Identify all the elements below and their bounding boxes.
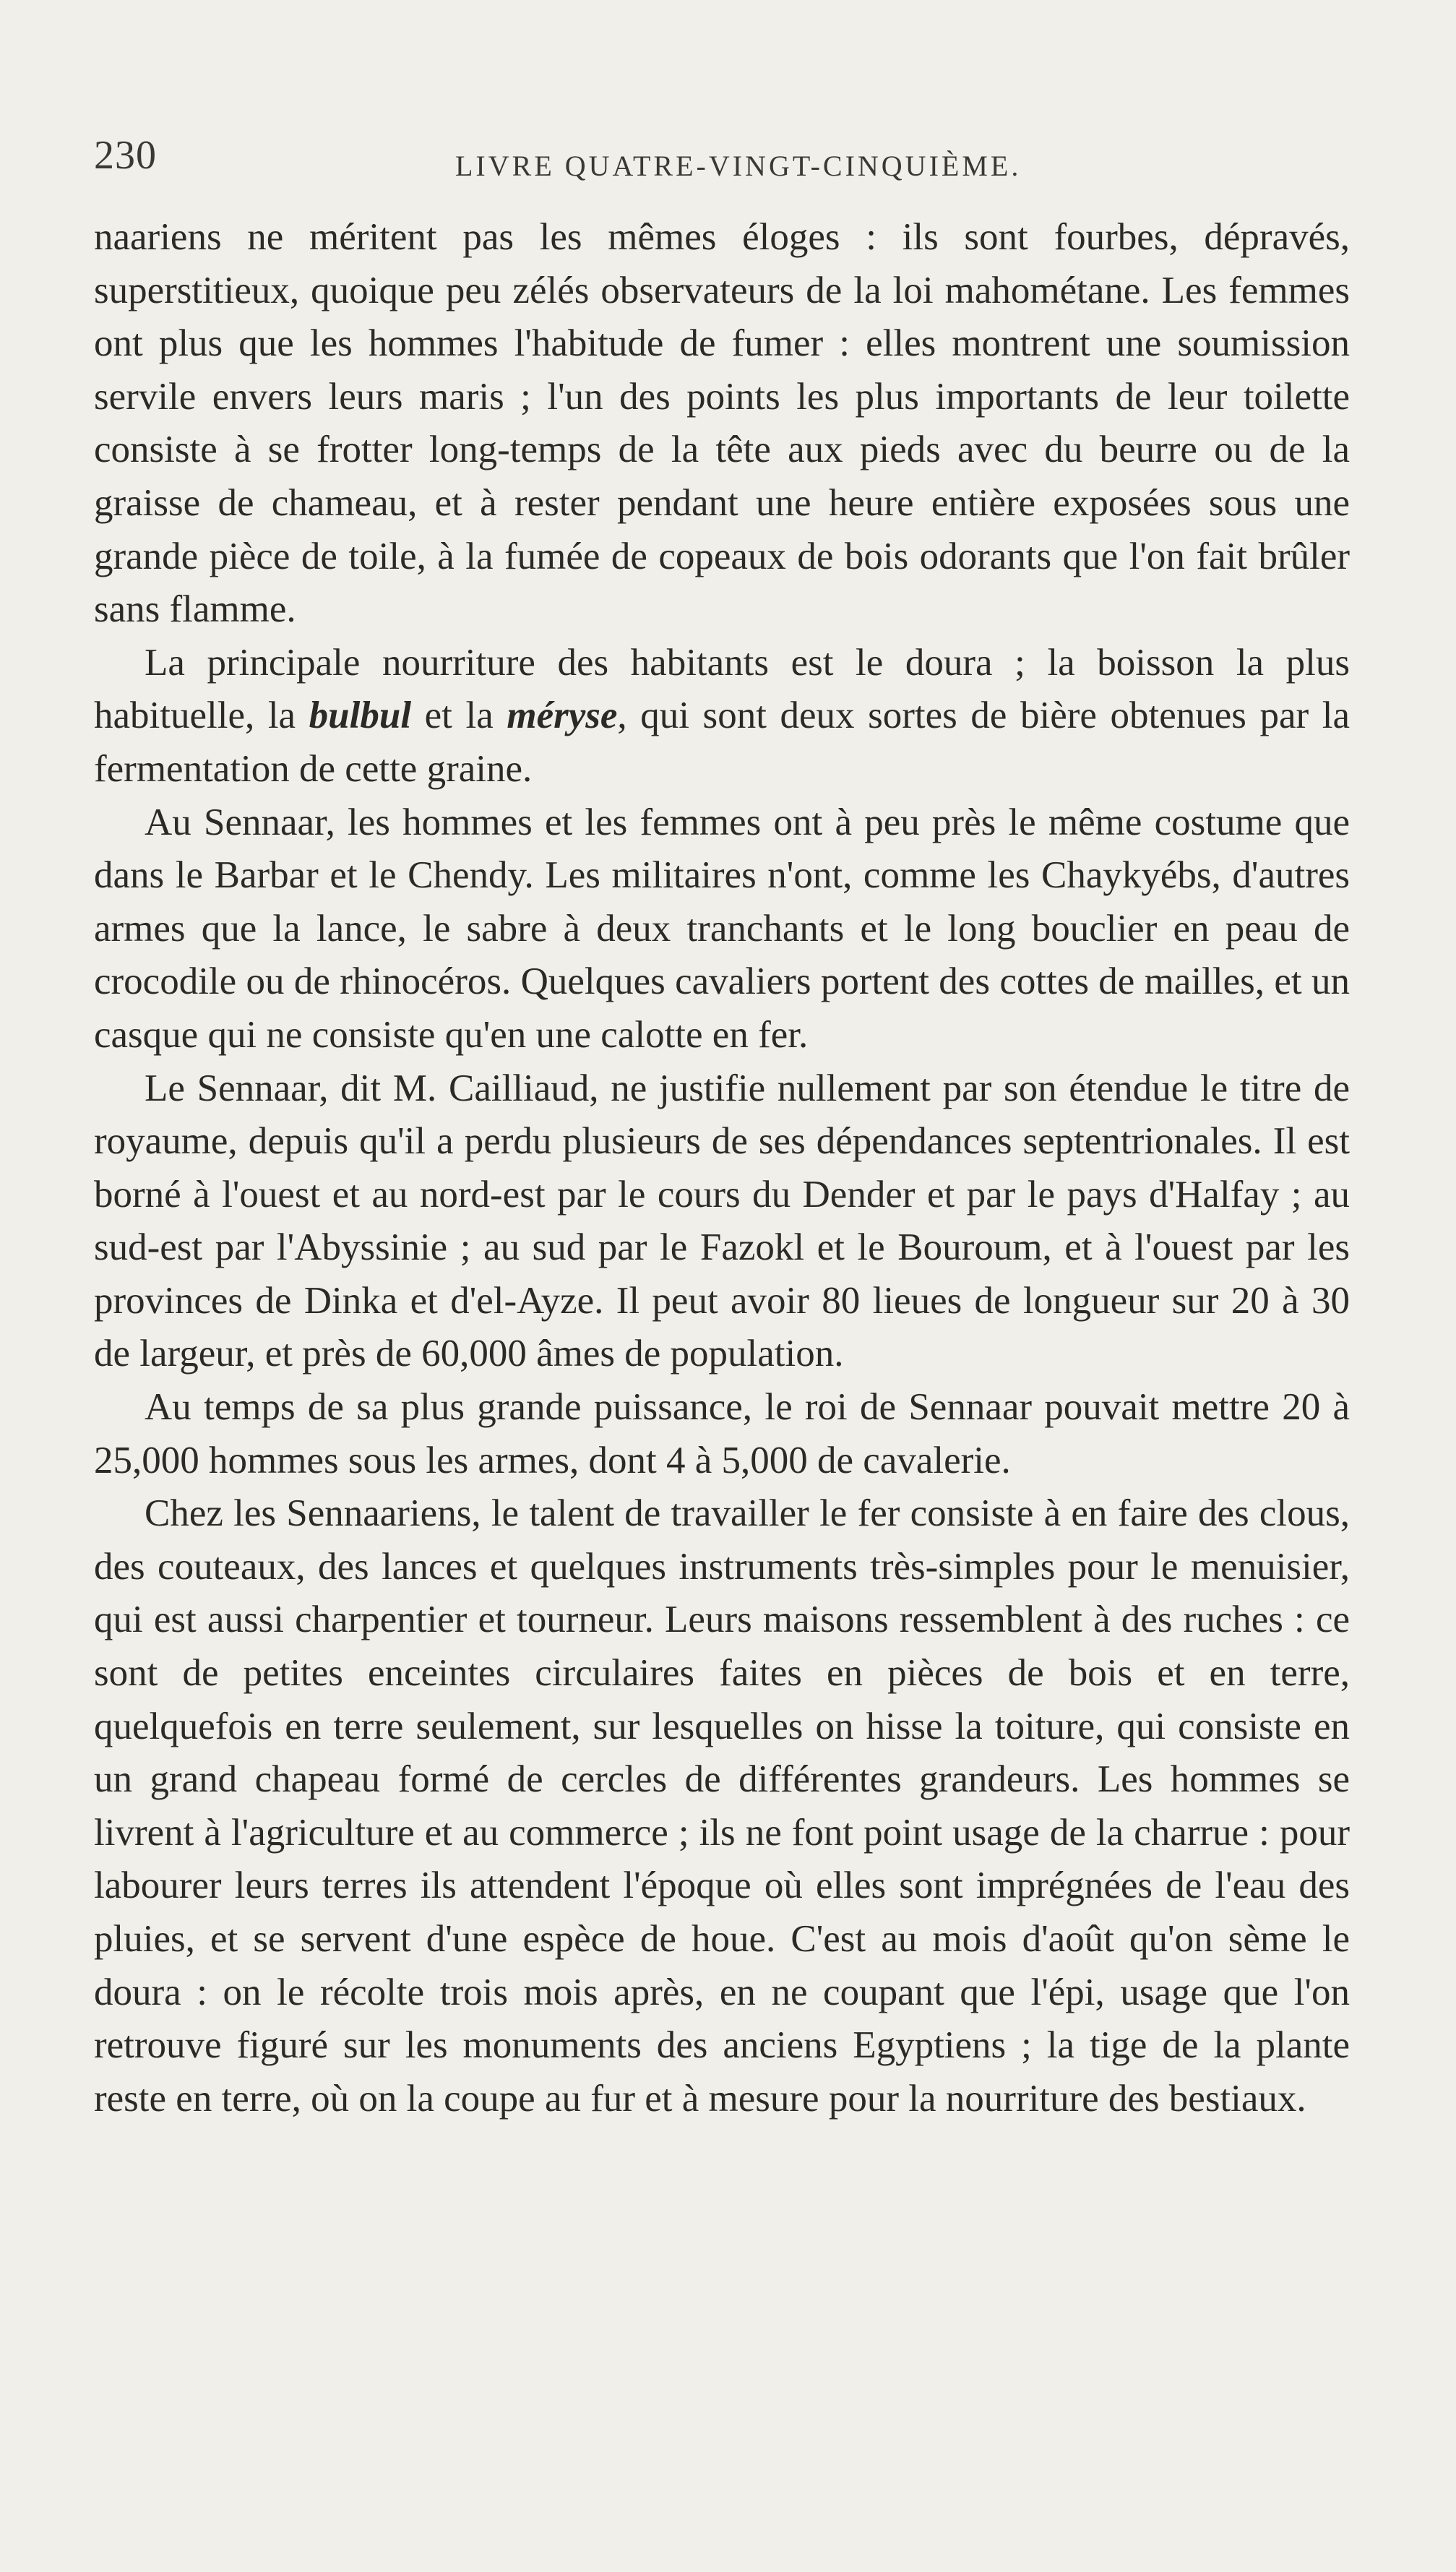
text-segment: Chez les Sennaariens, le talent de travailler le fer consiste à en faire des clous, des couteaux, des lances et quelques instruments très-simples pour le menuisier, qui est aussi charpentier et tourneur. Leurs maisons ressemblent à des ruches : ce sont de petites enceintes circulaires faites en pièces de bois et en terre, quelquefois en terre seulement, sur lesquelles on hisse la toiture, qui consiste en un grand chapeau formé de cercles de différentes grandeurs. Les hommes se livrent à l'agriculture et au commerce ; ils ne font point usage de la charrue : pour labourer leurs terres ils attendent l'époque où elles sont imprégnées de l'eau des pluies, et se servent d'une espèce de houe. C'est au mois d'août qu'on sème le doura : on le récolte trois mois après, en ne coupant que l'épi, usage que l'on retrouve figuré sur les monuments des anciens Egyptiens ; la tige de la plante reste en terre, où on la coupe au fur et à mesure pour la nourriture des bestiaux. <box>94 1492 1350 2120</box>
running-title: LIVRE QUATRE-VINGT-CINQUIÈME. <box>455 150 1022 182</box>
italic-term: méryse <box>507 694 618 737</box>
text-segment: Au Sennaar, les hommes et les femmes ont à peu près le même costume que dans le Barbar et le Chendy. Les militaires n'ont, comme les Chaykyébs, d'autres armes que la lance, le sabre à deux tranchants et le long bouclier en peau de crocodile ou de rhinocéros. Quelques cavaliers portent des cottes de mailles, et un casque qui ne consiste qu'en une calotte en fer. <box>94 801 1350 1056</box>
paragraph <box>94 1487 1350 2125</box>
text-segment: naariens ne méritent pas les mêmes éloges : ils sont fourbes, dépravés, superstitieux, quoique peu zélés observateurs de la loi mahométane. Les femmes ont plus que les hommes l'habitude de fumer : elles montrent une soumission servile envers leurs maris ; l'un des points les plus importants de leur toilette consiste à se frotter long-temps de la tête aux pieds avec du beurre ou de la graisse de chameau, et à rester pendant une heure entière exposées sous une grande pièce de toile, à la fumée de copeaux de bois odorants que l'on fait brûler sans flamme. <box>94 216 1350 631</box>
text-segment: Le Sennaar, dit M. Cailliaud, ne justifie nullement par son étendue le titre de royaume, depuis qu'il a perdu plusieurs de ses dépendances septentrionales. Il est borné à l'ouest et au nord-est par le cours du Dender et par le pays d'Halfay ; au sud-est par l'Abyssinie ; au sud par le Fazokl et le Bouroum, et à l'ouest par les provinces de Dinka et d'el-Ayze. Il peut avoir 80 lieues de longueur sur 20 à 30 de largeur, et près de 60,000 âmes de population. <box>94 1067 1350 1375</box>
body-text <box>94 211 1350 2125</box>
paragraph <box>94 637 1350 796</box>
paragraph <box>94 1062 1350 1382</box>
italic-term: bulbul <box>309 694 412 737</box>
text-segment: La principale nourriture des habitants est le doura ; la boisson la plus habituelle, la <box>94 641 1350 737</box>
paragraph <box>94 796 1350 1062</box>
text-segment: et la <box>411 694 507 737</box>
text-segment: Au temps de sa plus grande puissance, le roi de Sennaar pouvait mettre 20 à 25,000 hommes sous les armes, dont 4 à 5,000 de cavalerie. <box>94 1386 1350 1481</box>
paragraph <box>94 211 1350 637</box>
text-segment: , qui sont deux sortes de bière obtenues par la fermentation de cette graine. <box>94 694 1350 790</box>
paragraph <box>94 1381 1350 1487</box>
page-number: 230 <box>94 133 157 178</box>
